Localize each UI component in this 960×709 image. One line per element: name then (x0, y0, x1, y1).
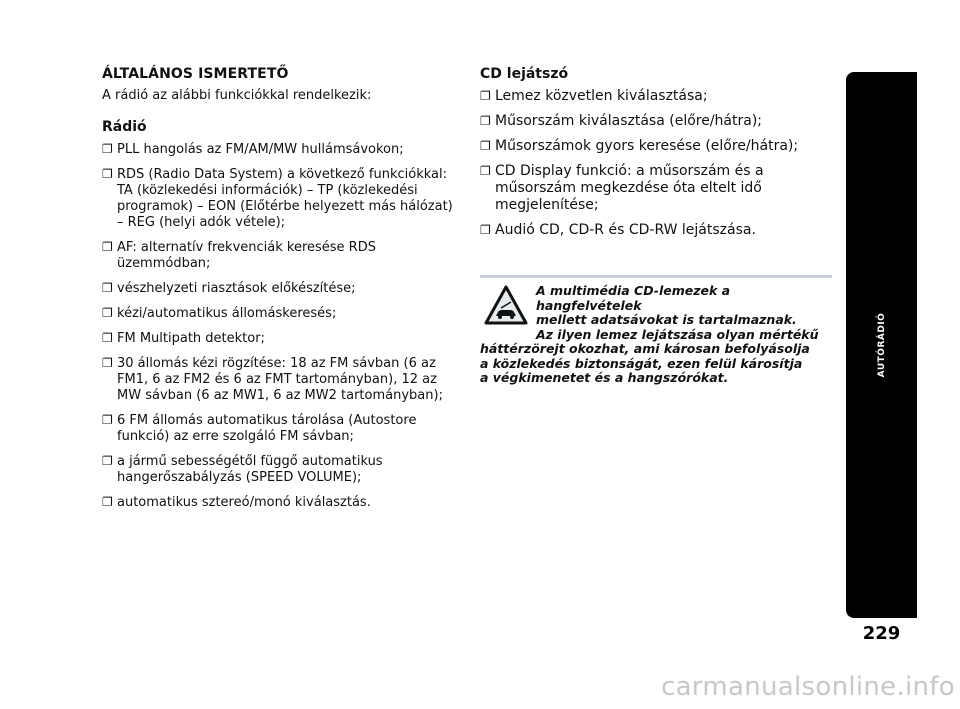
warning-divider (480, 275, 832, 278)
checkbox-bullet-icon: ❐ (102, 240, 113, 254)
list-item: ❐ vészhelyzeti riasztások előkészítése; (102, 281, 356, 296)
cd-subheading: CD lejátszó (480, 66, 569, 82)
right-column (480, 66, 840, 247)
section-heading: ÁLTALÁNOS ISMERTETŐ (102, 66, 289, 82)
checkbox-bullet-icon: ❐ (102, 413, 113, 427)
checkbox-bullet-icon: ❐ (102, 454, 113, 468)
left-column (102, 66, 462, 520)
checkbox-bullet-icon: ❐ (102, 495, 113, 509)
intro-text: A rádió az alábbi funkciókkal rendelkezik: (102, 88, 372, 103)
chapter-tab (846, 72, 917, 618)
list-item: ❐ a jármű sebességétől függő automatikus hangerőszabályzás (SPEED VOLUME); (102, 454, 383, 485)
checkbox-bullet-icon: ❐ (102, 306, 113, 320)
list-item: ❐ PLL hangolás az FM/AM/MW hullámsávokon; (102, 142, 404, 157)
warning-text: A multimédia CD-lemezek a hangfelvételek mellett adatsávokat is tartalmaznak. Az ilyen lemez lejátszása olyan mértékű háttérzörejt okozhat, ami károsan befolyásolja a közlekedés biztonságát, ezen felül károsítja a végkimenetet és a hangszórókat. (480, 283, 819, 385)
cd-feature-list (480, 88, 840, 239)
checkbox-bullet-icon: ❐ (480, 223, 491, 237)
page-number: 229 (862, 623, 901, 644)
watermark: carmanualsonline.info (660, 672, 955, 702)
checkbox-bullet-icon: ❐ (480, 164, 491, 178)
list-item: ❐ automatikus sztereó/monó kiválasztás. (102, 495, 371, 510)
checkbox-bullet-icon: ❐ (102, 167, 113, 181)
warning-triangle-car-icon (484, 285, 528, 325)
checkbox-bullet-icon: ❐ (102, 142, 113, 156)
checkbox-bullet-icon: ❐ (102, 281, 113, 295)
list-item: ❐ Műsorszám kiválasztása (előre/hátra); (480, 113, 763, 129)
list-item: ❐ 6 FM állomás automatikus tárolása (Autostore funkció) az erre szolgáló FM sávban; (102, 413, 417, 444)
radio-subheading: Rádió (102, 119, 147, 135)
checkbox-bullet-icon: ❐ (102, 331, 113, 345)
checkbox-bullet-icon: ❐ (480, 114, 491, 128)
list-item: ❐ CD Display funkció: a műsorszám és a műsorszám megkezdése óta eltelt idő megjelenítése; (480, 163, 764, 213)
warning-box (480, 275, 832, 386)
list-item: ❐ Audió CD, CD-R és CD-RW lejátszása. (480, 222, 756, 238)
chapter-tab-label: AUTÓRÁDIÓ (876, 312, 887, 378)
list-item: ❐ Lemez közvetlen kiválasztása; (480, 88, 708, 104)
list-item: ❐ kézi/automatikus állomáskeresés; (102, 306, 337, 321)
checkbox-bullet-icon: ❐ (102, 356, 113, 370)
list-item: ❐ AF: alternatív frekvenciák keresése RDS üzemmódban; (102, 240, 376, 271)
list-item: ❐ Műsorszámok gyors keresése (előre/hátra); (480, 138, 799, 154)
list-item: ❐ RDS (Radio Data System) a következő funkciókkal: TA (közlekedési információk) – TP (közlekedési programok) – EON (Előtérbe helyezett más hálózat) – REG (helyi adók vétele); (102, 167, 453, 230)
list-item: ❐ FM Multipath detektor; (102, 331, 265, 346)
checkbox-bullet-icon: ❐ (480, 139, 491, 153)
checkbox-bullet-icon: ❐ (480, 89, 491, 103)
radio-feature-list (102, 142, 462, 511)
list-item: ❐ 30 állomás kézi rögzítése: 18 az FM sávban (6 az FM1, 6 az FM2 és 6 az FMT tartományban), 12 az MW sávban (6 az MW1, 6 az MW2 tartományban); (102, 356, 443, 403)
